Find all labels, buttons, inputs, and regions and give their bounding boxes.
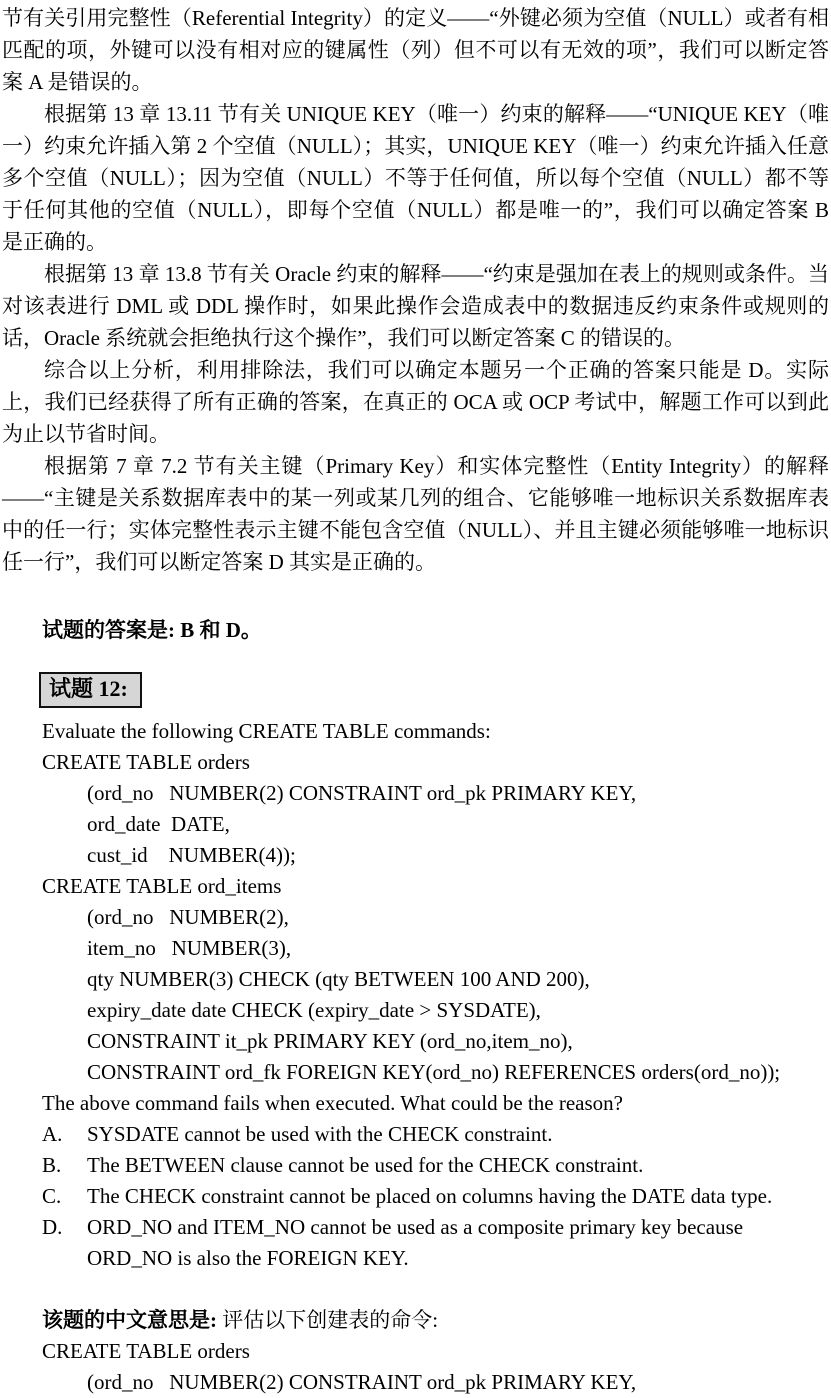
answer-line: 试题的答案是: B 和 D。 (42, 618, 262, 642)
code-line: CREATE TABLE orders (42, 750, 250, 774)
code-line: CREATE TABLE ord_items (42, 874, 282, 898)
code-line: CONSTRAINT it_pk PRIMARY KEY (ord_no,item_no), (87, 1029, 573, 1053)
code-line: (ord_no NUMBER(2) CONSTRAINT ord_pk PRIMARY KEY, (87, 1370, 637, 1394)
option-letter: C. (42, 1184, 62, 1208)
question-heading-row (39, 672, 829, 708)
analysis-paragraph: 根据第 13 章 13.8 节有关 Oracle 约束的解释——“约束是强加在表上的规则或条件。当对该表进行 DML 或 DDL 操作时，如果此操作会造成表中的数据违反约束条件或规则的话，Oracle 系统就会拒绝执行这个操作”，我们可以断定答案 C 的错误的。 (2, 262, 829, 350)
option-text: ORD_NO and ITEM_NO cannot be used as a composite primary key because ORD_NO is also the FOREIGN KEY. (87, 1215, 744, 1270)
option-text: The BETWEEN clause cannot be used for the CHECK constraint. (87, 1153, 644, 1177)
option-d (42, 1212, 829, 1274)
code-line: expiry_date date CHECK (expiry_date > SYSDATE), (87, 998, 541, 1022)
option-letter: D. (42, 1215, 63, 1239)
code-line: item_no NUMBER(3), (87, 936, 292, 960)
code-line: CONSTRAINT ord_fk FOREIGN KEY(ord_no) REFERENCES orders(ord_no)); (87, 1060, 781, 1084)
option-a (42, 1119, 829, 1150)
code-line: (ord_no NUMBER(2) CONSTRAINT ord_pk PRIMARY KEY, (87, 781, 637, 805)
option-letter: A. (42, 1122, 63, 1146)
option-b (42, 1150, 829, 1181)
translation-intro-line (42, 1305, 829, 1336)
code-line: (ord_no NUMBER(2), (87, 905, 289, 929)
option-text: SYSDATE cannot be used with the CHECK constraint. (87, 1122, 553, 1146)
question-prompt: The above command fails when executed. What could be the reason? (42, 1091, 623, 1115)
code-line: cust_id NUMBER(4)); (87, 843, 296, 867)
code-line: qty NUMBER(3) CHECK (qty BETWEEN 100 AND 200), (87, 967, 590, 991)
analysis-paragraph: 根据第 13 章 13.11 节有关 UNIQUE KEY（唯一）约束的解释——“UNIQUE KEY（唯一）约束允许插入第 2 个空值（NULL）；其实，UNIQUE KEY（唯一）约束允许插入任意多个空值（NULL）；因为空值（NULL）不等于任何值，所以每个空值（NULL）都不等于任何其他的空值（NULL），即每个空值（NULL）都是唯一的”，我们可以确定答案 B 是正确的。 (2, 102, 829, 254)
question-12-heading: 试题 12: (39, 672, 142, 708)
option-c (42, 1181, 829, 1212)
question-intro: Evaluate the following CREATE TABLE commands: (42, 719, 491, 743)
translation-label: 该题的中文意思是: (42, 1308, 217, 1332)
translation-intro: 评估以下创建表的命令: (217, 1308, 439, 1332)
analysis-paragraph: 根据第 7 章 7.2 节有关主键（Primary Key）和实体完整性（Entity Integrity）的解释——“主键是关系数据库表中的某一列或某几列的组合、它能够唯一地标识关系数据库表中的任一行；实体完整性表示主键不能包含空值（NULL）、并且主键必须能够唯一地标识任一行”，我们可以断定答案 D 其实是正确的。 (2, 454, 829, 574)
code-line: CREATE TABLE orders (42, 1339, 250, 1363)
analysis-paragraph: 节有关引用完整性（Referential Integrity）的定义——“外键必须为空值（NULL）或者有相匹配的项，外键可以没有相对应的键属性（列）但不可以有无效的项”，我们可以断定答案 A 是错误的。 (2, 6, 829, 94)
option-text: The CHECK constraint cannot be placed on columns having the DATE data type. (87, 1184, 773, 1208)
analysis-paragraph: 综合以上分析，利用排除法，我们可以确定本题另一个正确的答案只能是 D。实际上，我们已经获得了所有正确的答案，在真正的 OCA 或 OCP 考试中，解题工作可以到此为止以节省时间。 (2, 358, 829, 446)
code-line: ord_date DATE, (87, 812, 230, 836)
option-letter: B. (42, 1153, 62, 1177)
